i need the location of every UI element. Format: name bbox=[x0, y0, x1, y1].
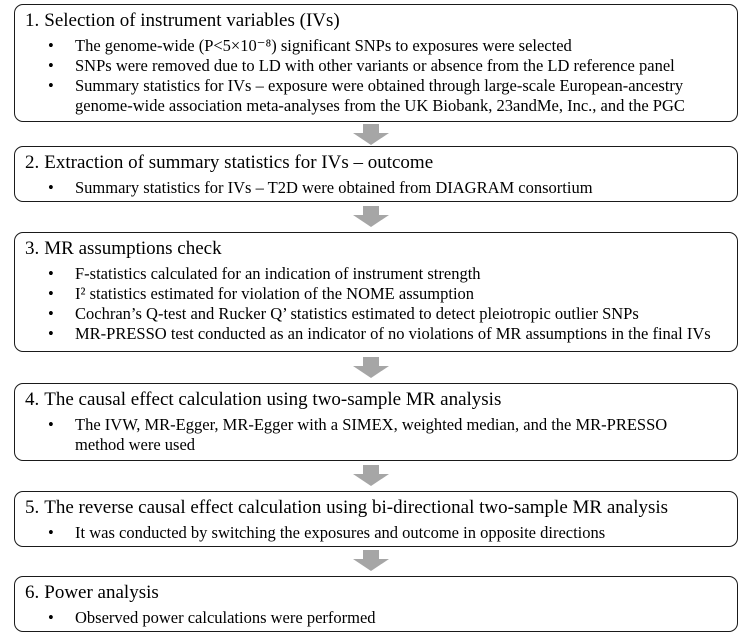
bullet-text: MR-PRESSO test conducted as an indicator of no violations of MR assumptions in the final IVs bbox=[75, 324, 711, 343]
step-2-title-text: Extraction of summary statistics for IVs – outcome bbox=[44, 152, 434, 173]
step-6-box bbox=[14, 576, 738, 632]
bullet-text: It was conducted by switching the exposures and outcome in opposite directions bbox=[75, 523, 606, 542]
down-arrow-icon bbox=[353, 357, 389, 378]
step-3-title-text: MR assumptions check bbox=[44, 238, 222, 259]
bullet-text: The IVW, MR-Egger, MR-Egger with a SIMEX, weighted median, and the MR-PRESSO bbox=[75, 415, 668, 434]
step-4-title bbox=[25, 388, 727, 412]
step-6-bullet-list bbox=[25, 608, 727, 628]
down-arrow-icon bbox=[353, 550, 389, 571]
step-6-bullet-1 bbox=[25, 608, 727, 628]
bullet-text: Cochran’s Q-test and Rucker Q’ statistics estimated to detect pleiotropic outlier SNPs bbox=[75, 304, 639, 323]
step-6-title-text: Power analysis bbox=[44, 582, 159, 603]
step-1-bullet-2 bbox=[25, 56, 727, 76]
step-5-title-text: The reverse causal effect calculation using bi-directional two-sample MR analysis bbox=[44, 497, 669, 518]
step-5-title bbox=[25, 496, 727, 520]
step-5-number: 5. bbox=[25, 497, 40, 518]
step-1-title bbox=[25, 9, 727, 33]
bullet-dot: • bbox=[48, 56, 54, 75]
step-4-title-text: The causal effect calculation using two-sample MR analysis bbox=[44, 389, 502, 410]
step-1-title-text: Selection of instrument variables (IVs) bbox=[44, 10, 340, 31]
step-3-box bbox=[14, 232, 738, 352]
step-3-bullet-4 bbox=[25, 324, 727, 344]
down-arrow-icon bbox=[353, 465, 389, 486]
bullet-text: SNPs were removed due to LD with other variants or absence from the LD reference panel bbox=[75, 56, 675, 75]
step-1-bullet-1 bbox=[25, 36, 727, 56]
step-3-bullet-list bbox=[25, 264, 727, 344]
step-2-bullet-list bbox=[25, 178, 727, 198]
bullet-text: I² statistics estimated for violation of the NOME assumption bbox=[75, 284, 475, 303]
bullet-text: The genome-wide (P<5×10⁻⁸) significant SNPs to exposures were selected bbox=[75, 36, 572, 55]
step-5-bullet-1 bbox=[25, 523, 727, 543]
step-1-bullet-list bbox=[25, 36, 727, 116]
bullet-dot: • bbox=[48, 36, 54, 55]
bullet-dot: • bbox=[48, 178, 54, 197]
bullet-dot: • bbox=[48, 415, 54, 434]
step-5-bullet-list bbox=[25, 523, 727, 543]
step-2-number: 2. bbox=[25, 152, 40, 173]
step-4-box bbox=[14, 383, 738, 461]
step-3-number: 3. bbox=[25, 238, 40, 259]
step-2-box bbox=[14, 146, 738, 202]
bullet-text: Observed power calculations were performed bbox=[75, 608, 376, 627]
step-1-bullet-3-continuation bbox=[25, 96, 727, 116]
step-2-bullet-1 bbox=[25, 178, 727, 198]
step-4-bullet-1 bbox=[25, 415, 727, 435]
bullet-dot: • bbox=[48, 284, 54, 303]
down-arrow-icon bbox=[353, 206, 389, 227]
step-2-title bbox=[25, 151, 727, 175]
step-1-number: 1. bbox=[25, 10, 40, 31]
bullet-text: Summary statistics for IVs – exposure were obtained through large-scale European-ancestry bbox=[75, 76, 684, 95]
step-1-bullet-3 bbox=[25, 76, 727, 96]
bullet-text: F-statistics calculated for an indication of instrument strength bbox=[75, 264, 481, 283]
bullet-dot: • bbox=[48, 324, 54, 343]
step-3-bullet-1 bbox=[25, 264, 727, 284]
step-1-box bbox=[14, 4, 738, 122]
step-3-bullet-3 bbox=[25, 304, 727, 324]
bullet-dot: • bbox=[48, 304, 54, 323]
step-3-title bbox=[25, 237, 727, 261]
step-4-bullet-1-continuation bbox=[25, 435, 727, 455]
bullet-dot: • bbox=[48, 523, 54, 542]
bullet-text: Summary statistics for IVs – T2D were obtained from DIAGRAM consortium bbox=[75, 178, 593, 197]
bullet-text: method were used bbox=[75, 435, 196, 454]
step-3-bullet-2 bbox=[25, 284, 727, 304]
step-4-number: 4. bbox=[25, 389, 40, 410]
bullet-dot: • bbox=[48, 608, 54, 627]
step-6-number: 6. bbox=[25, 582, 40, 603]
step-6-title bbox=[25, 581, 727, 605]
bullet-dot: • bbox=[48, 76, 54, 95]
step-4-bullet-list bbox=[25, 415, 727, 455]
step-5-box bbox=[14, 491, 738, 547]
down-arrow-icon bbox=[353, 124, 389, 145]
bullet-text: genome-wide association meta-analyses from the UK Biobank, 23andMe, Inc., and the PGC bbox=[75, 96, 685, 115]
bullet-dot: • bbox=[48, 264, 54, 283]
